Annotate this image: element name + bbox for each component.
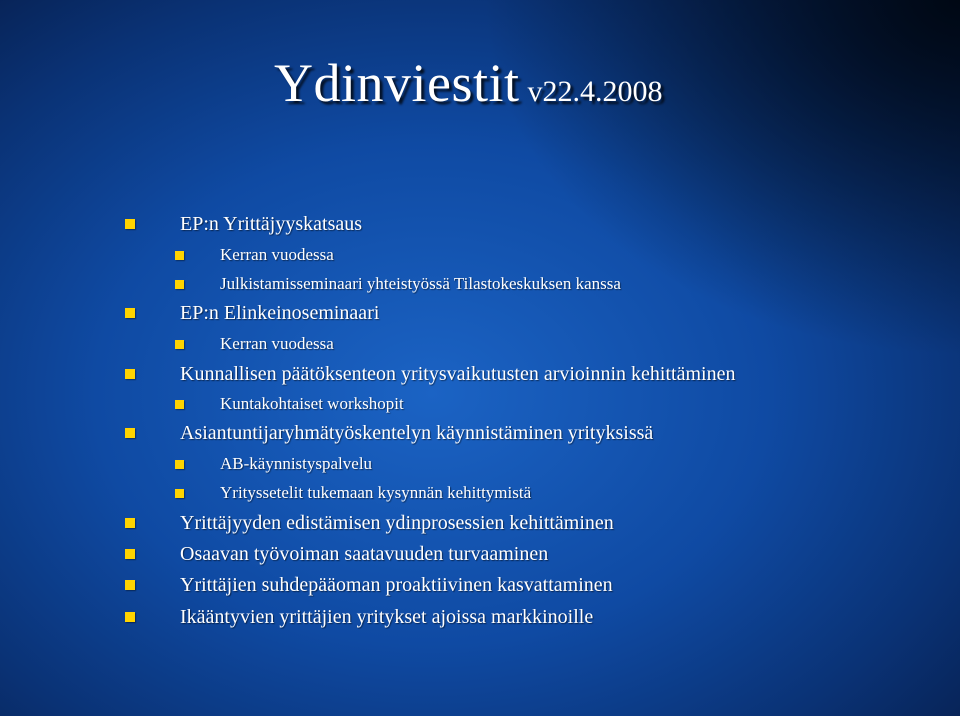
bullet-text: Julkistamisseminaari yhteistyössä Tilastokeskuksen kanssa xyxy=(220,274,621,293)
bullet-text: Kuntakohtaiset workshopit xyxy=(220,394,404,413)
bullet-text: Osaavan työvoiman saatavuuden turvaaminen xyxy=(180,543,549,565)
bullet-text: AB-käynnistyspalvelu xyxy=(220,454,373,473)
square-bullet-icon xyxy=(175,400,184,409)
square-bullet-icon xyxy=(125,219,135,229)
bullet-text: Kerran vuodessa xyxy=(220,334,334,353)
bullet-text: Kunnallisen päätöksenteon yritysvaikutusten arvioinnin kehittäminen xyxy=(180,363,736,385)
square-bullet-icon xyxy=(125,549,135,559)
square-bullet-icon xyxy=(175,251,184,260)
square-bullet-icon xyxy=(175,489,184,498)
square-bullet-icon xyxy=(125,369,135,379)
sub-bullet-item xyxy=(220,243,334,267)
bullet-item xyxy=(180,421,653,445)
square-bullet-icon xyxy=(125,308,135,318)
title-text: Ydinviestit xyxy=(274,53,520,113)
bullet-item xyxy=(180,511,614,535)
square-bullet-icon xyxy=(125,428,135,438)
bullet-text: Yrittäjien suhdepääoman proaktiivinen kasvattaminen xyxy=(180,574,613,596)
bullet-text: Asiantuntijaryhmätyöskentelyn käynnistäminen yrityksissä xyxy=(180,422,654,444)
bullet-text: Kerran vuodessa xyxy=(220,245,334,264)
sub-bullet-item xyxy=(220,332,334,356)
sub-bullet-item xyxy=(220,272,621,296)
bullet-text: EP:n Yrittäjyyskatsaus xyxy=(180,213,363,235)
bullet-item xyxy=(180,362,735,386)
square-bullet-icon xyxy=(125,612,135,622)
title-version: v22.4.2008 xyxy=(527,75,663,108)
square-bullet-icon xyxy=(125,518,135,528)
bullet-text: Yrityssetelit tukemaan kysynnän kehittymistä xyxy=(220,483,532,502)
bullet-item xyxy=(180,573,613,597)
bullet-item xyxy=(180,605,593,629)
sub-bullet-item xyxy=(220,481,531,505)
sub-bullet-item xyxy=(220,452,372,476)
square-bullet-icon xyxy=(125,580,135,590)
bullet-text: Ikääntyvien yrittäjien yritykset ajoissa markkinoille xyxy=(180,606,594,628)
square-bullet-icon xyxy=(175,340,184,349)
bullet-text: EP:n Elinkeinoseminaari xyxy=(180,302,380,324)
square-bullet-icon xyxy=(175,280,184,289)
bullet-item xyxy=(180,212,362,236)
bullet-item xyxy=(180,301,379,325)
bullet-item xyxy=(180,542,548,566)
sub-bullet-item xyxy=(220,392,404,416)
square-bullet-icon xyxy=(175,460,184,469)
bullet-text: Yrittäjyyden edistämisen ydinprosessien kehittäminen xyxy=(180,512,614,534)
